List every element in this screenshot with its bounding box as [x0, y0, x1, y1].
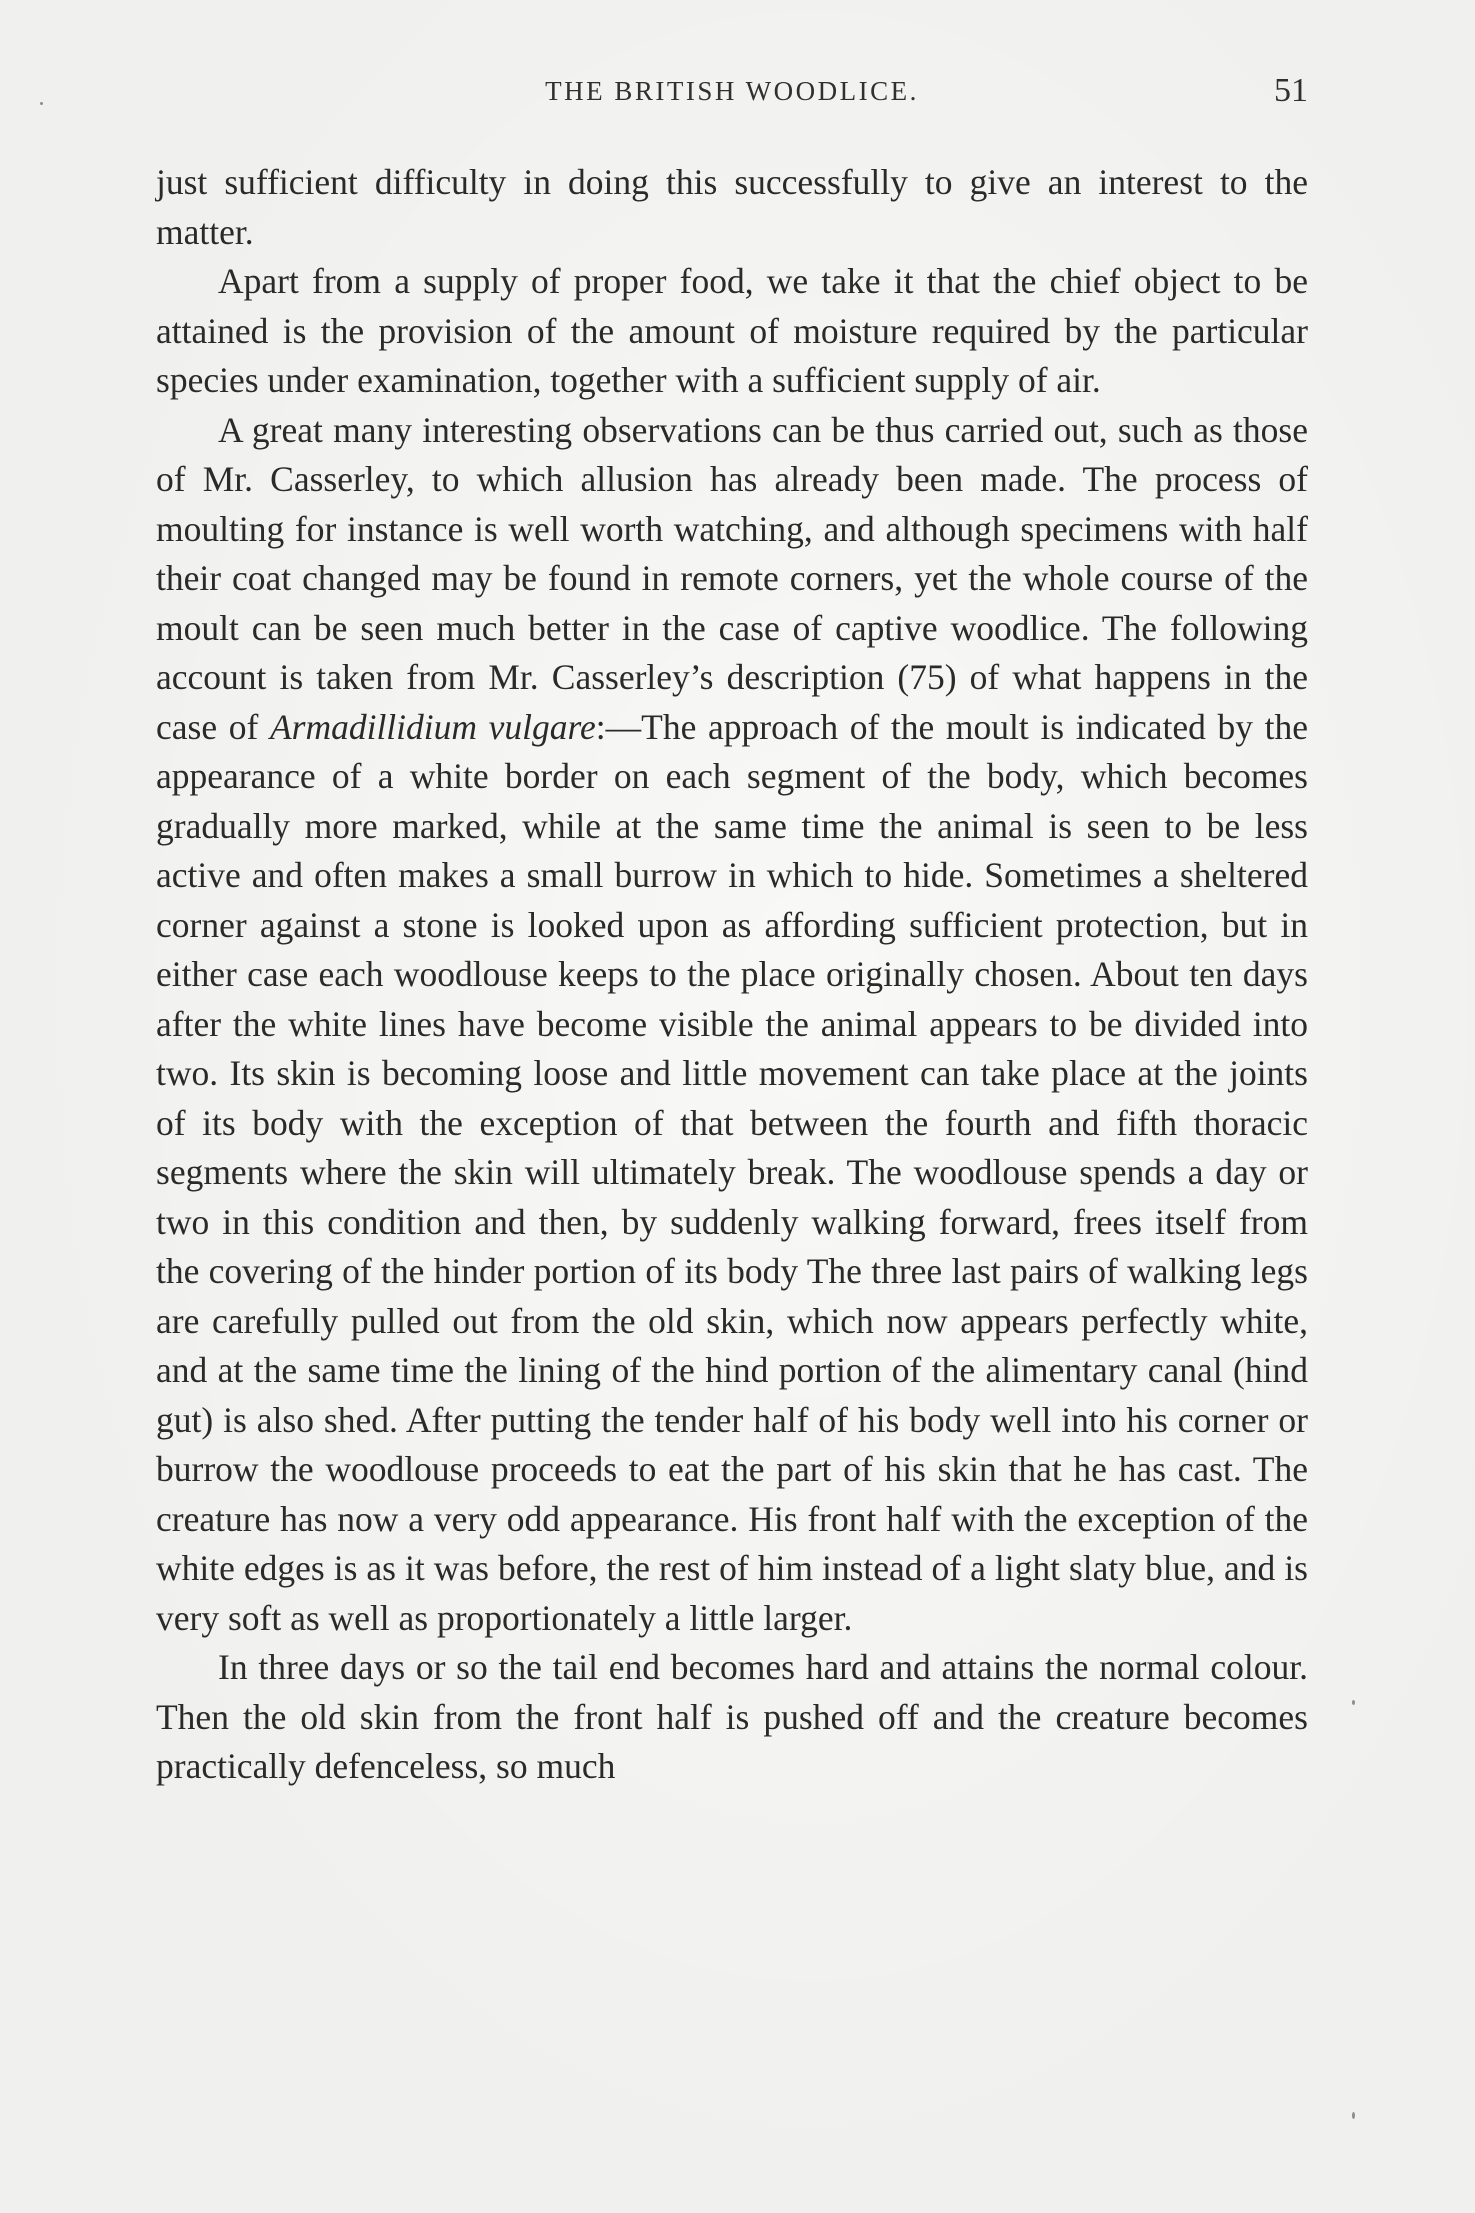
running-title: THE BRITISH WOODLICE.	[545, 76, 919, 106]
paper-speck	[40, 102, 43, 105]
paragraph-continuation: just sufficient difficulty in doing this successfully to give an interest to the matter.	[156, 162, 1308, 252]
paragraph-supply-and-moisture: Apart from a supply of proper food, we take it that the chief object to be attained is the provision of the amount of moisture required by the particular species under examination, together with a sufficient supply of air.	[156, 261, 1308, 400]
body-text	[156, 158, 1308, 1792]
paper-speck	[1352, 2112, 1355, 2119]
running-head	[156, 72, 1308, 122]
species-name: Armadillidium vulgare	[269, 706, 596, 747]
paragraph-tail-hardening: In three days or so the tail end becomes hard and attains the normal colour. Then the old skin from the front half is pushed off and the creature becomes practically defenceless, so much	[156, 1647, 1308, 1786]
paragraph-moulting-account	[156, 406, 1308, 1644]
paragraph-text-after-species: :—The approach of the moult is indicated by the appearance of a white border on each segment of the body, which becomes gradually more marked, while at the same time the animal is seen to be less active and often makes a small burrow in which to hide. Sometimes a sheltered corner against a stone is looked upon as affording sufficient protection, but in either case each woodlouse keeps to the place originally chosen. About ten days after the white lines have become visible the animal appears to be divided into two. Its skin is becoming loose and little movement can take place at the joints of its body with the exception of that between the fourth and fifth thoracic segments where the skin will ultimately break. The woodlouse spends a day or two in this condition and then, by suddenly walking forward, frees itself from the covering of the hinder portion of its body The three last pairs of walking legs are carefully pulled out from the old skin, which now appears perfectly white, and at the same time the lining of the hind portion of the alimentary canal (hind gut) is also shed. After putting the tender half of his body well into his corner or burrow the woodlouse proceeds to eat the part of his skin that he has cast. The creature has now a very odd appearance. His front half with the exception of the white edges is as it was before, the rest of him instead of a light slaty blue, and is very soft as well as proportionately a little larger.	[156, 706, 1308, 1638]
paragraph-text-before-species: A great many interesting observations can be thus carried out, such as those of Mr. Casserley, to which allusion has already been made. The process of moulting for instance is well worth watching, and although specimens with half their coat changed may be found in remote corners, yet the whole course of the moult can be seen much better in the case of captive woodlice. The following account is taken from Mr. Casserley’s description (75) of what happens in the case of	[156, 409, 1308, 747]
page-number: 51	[1274, 72, 1308, 109]
paper-speck	[1352, 1700, 1355, 1705]
